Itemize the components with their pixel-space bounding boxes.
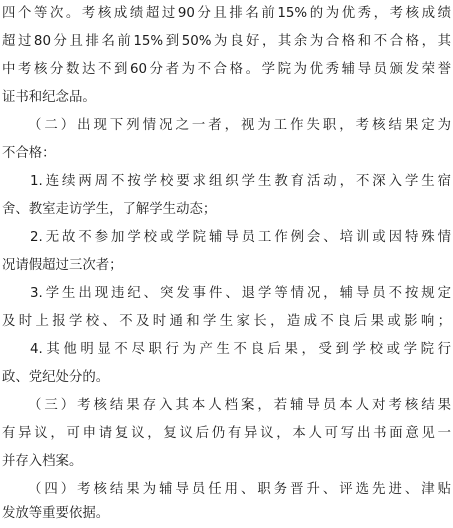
section-4-line-2: 发放等重要依据。 — [2, 506, 110, 521]
section-2-heading-line-2: 不合格： — [2, 146, 56, 161]
item-3-line-2: 及时上报学校、不及时通和学生家长，造成不良后果或影响； — [2, 314, 451, 329]
item-2-line-1: 2.无故不参加学校或学院辅导员工作例会、培训或因特殊情 — [30, 230, 451, 245]
paragraph-1-line-3: 中考核分数达不到60分者为不合格。学院为优秀辅导员颁发荣誉 — [2, 62, 451, 77]
paragraph-1-line-4: 证书和纪念品。 — [2, 90, 96, 105]
item-4-line-1: 4.其他明显不尽职行为产生不良后果，受到学校或学院行 — [30, 342, 451, 357]
paragraph-1-line-2: 超过80分且排名前15%到50%为良好，其余为合格和不合格，其 — [2, 34, 451, 49]
item-2-line-2: 况请假超过三次者； — [2, 258, 123, 273]
item-1-line-2: 舍、教室走访学生，了解学生动态； — [2, 202, 217, 217]
paragraph-1-line-1: 四个等次。考核成绩超过90分且排名前15%的为优秀，考核成绩 — [2, 6, 451, 21]
section-2-heading-line-1: （二）出现下列情况之一者，视为工作失职，考核结果定为 — [28, 118, 451, 133]
section-4-line-1: （四）考核结果为辅导员任用、职务晋升、评选先进、津贴 — [28, 482, 451, 497]
item-4-line-2: 政、党纪处分的。 — [2, 370, 110, 385]
item-1-line-1: 1.连续两周不按学校要求组织学生教育活动，不深入学生宿 — [30, 174, 451, 189]
section-3-line-1: （三）考核结果存入其本人档案，若辅导员本人对考核结果 — [28, 398, 451, 413]
section-3-line-3: 并存入档案。 — [2, 454, 83, 469]
item-3-line-1: 3.学生出现违纪、突发事件、退学等情况，辅导员不按规定 — [30, 286, 451, 301]
section-3-line-2: 有异议，可申请复议，复议后仍有异议，本人可写出书面意见一 — [2, 426, 451, 441]
